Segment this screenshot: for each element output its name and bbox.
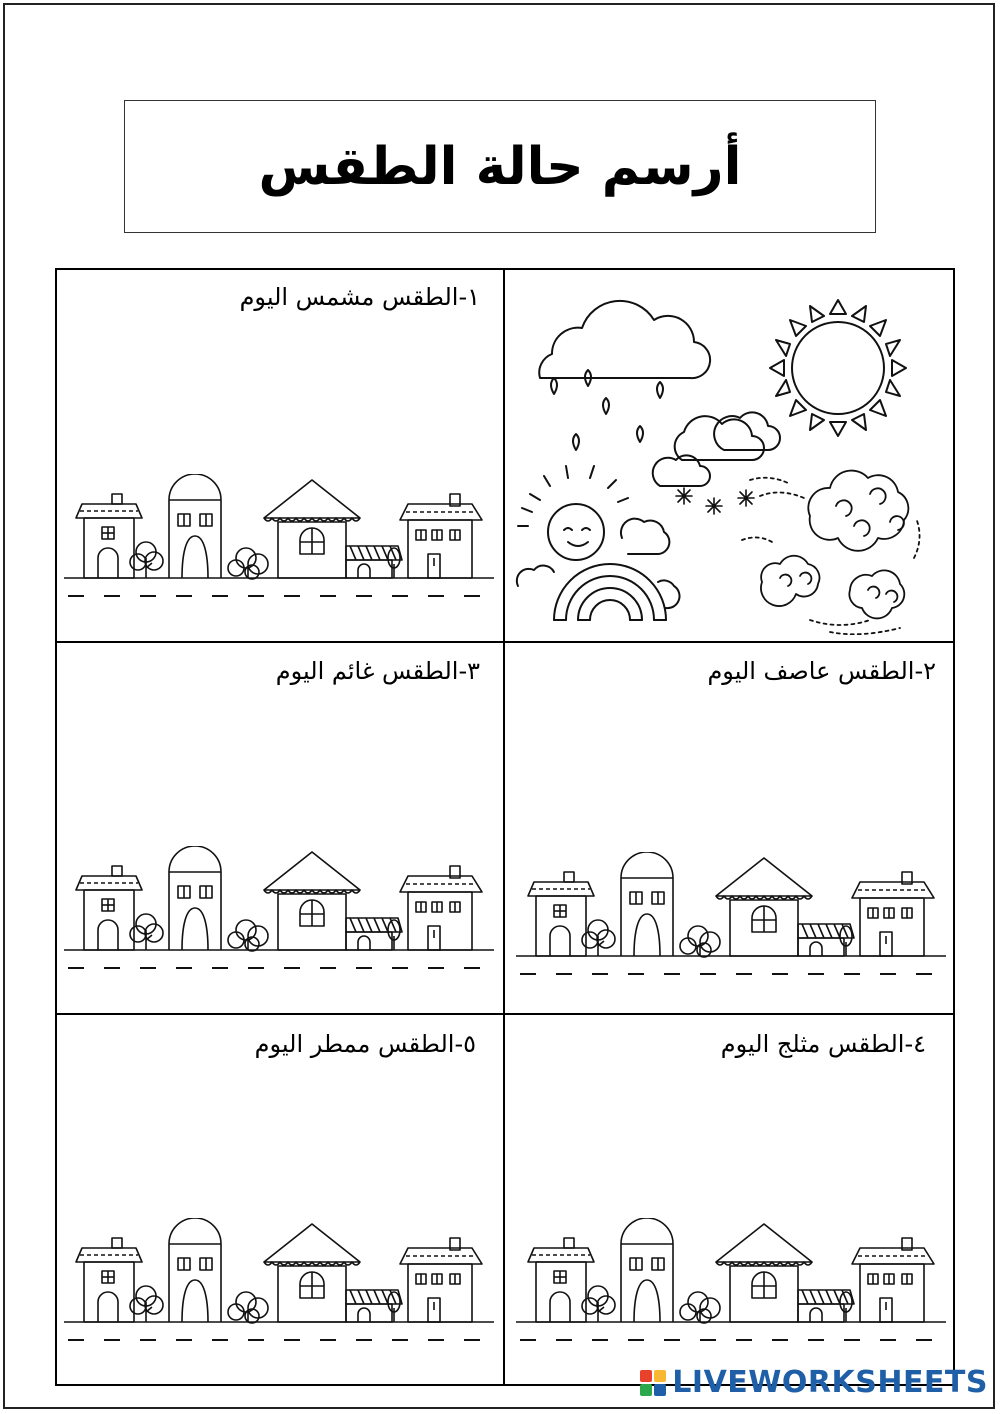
brand-name: LIVEWORKSHEETS [672,1365,988,1400]
page-title: أرسم حالة الطقس [258,136,742,197]
cell-label-sunny: ١-الطقس مشمس اليوم [239,283,480,311]
town-scene-sunny [64,474,496,604]
snow-cloud-icon [653,412,780,514]
brand-logo-icon [640,1370,666,1396]
grid-divider-row-1 [55,641,955,643]
title-box [124,100,876,233]
cell-label-stormy: ٢-الطقس عاصف اليوم [707,657,936,685]
grid-divider-row-2 [55,1013,955,1015]
town-scene-cloudy [64,846,496,976]
rainbow-icon [517,466,680,620]
town-scene-rainy [64,1218,496,1348]
cell-label-snowy: ٤-الطقس مثلج اليوم [720,1030,926,1058]
weather-illustration [510,290,940,635]
cell-label-rainy: ٥-الطقس ممطر اليوم [254,1030,476,1058]
town-scene-stormy [516,852,948,982]
brand-watermark[interactable] [640,1365,988,1400]
grid-divider-vertical [503,268,505,1386]
wind-icon [742,471,920,635]
town-scene-snowy [516,1218,948,1348]
cell-label-cloudy: ٣-الطقس غائم اليوم [275,657,480,685]
rain-cloud-icon [539,301,710,450]
sun-icon [770,300,906,436]
